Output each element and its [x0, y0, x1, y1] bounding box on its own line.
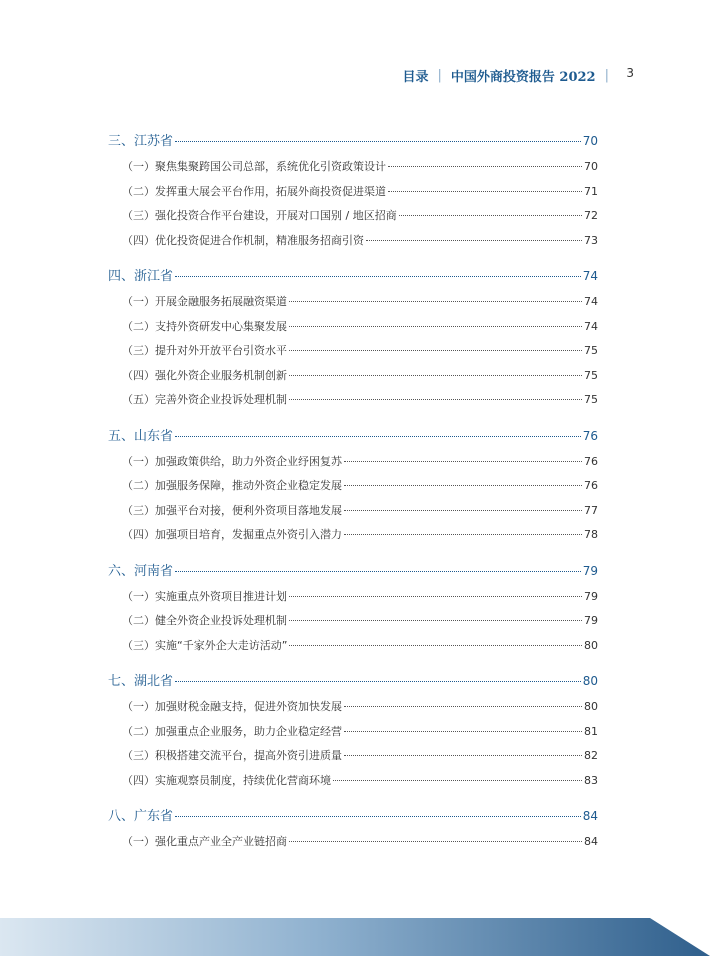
toc-section-title: 七、湖北省 [108, 674, 174, 689]
toc-entry-title: （一）加强财税金融支持，促进外资加快发展 [122, 700, 342, 713]
toc-entry[interactable] [108, 833, 598, 858]
leader-dots [175, 436, 581, 437]
table-of-contents [108, 130, 598, 867]
toc-entry[interactable] [108, 502, 598, 527]
toc-entry-title: （四）实施观察员制度，持续优化营商环境 [122, 773, 331, 787]
toc-entry-title: （一）聚焦集聚跨国公司总部，系统优化引资政策设计 [122, 160, 386, 173]
leader-dots [333, 780, 582, 781]
leader-dots [175, 141, 581, 142]
toc-entry-title: （二）健全外资企业投诉处理机制 [122, 614, 287, 627]
header-divider: | [437, 68, 442, 83]
toc-entry-title: （四）加强项目培育，发掘重点外资引入潜力 [122, 528, 342, 541]
toc-entry-page: 82 [584, 749, 598, 762]
toc-entry-title: （三）加强平台对接，便利外资项目落地发展 [122, 503, 342, 517]
leader-dots [289, 350, 582, 351]
toc-entry[interactable] [108, 477, 598, 502]
leader-dots [289, 301, 582, 302]
toc-entry[interactable] [108, 637, 598, 662]
leader-dots [289, 399, 582, 400]
toc-section [108, 265, 598, 425]
toc-entry-title: （四）强化外资企业服务机制创新 [122, 368, 287, 382]
toc-entry-page: 74 [584, 319, 598, 333]
toc-section [108, 425, 598, 560]
toc-entry-page: 75 [584, 393, 598, 406]
leader-dots [399, 215, 582, 216]
toc-entry-page: 79 [584, 614, 598, 627]
toc-entry-title: （一）加强政策供给，助力外资企业纾困复苏 [122, 454, 342, 468]
toc-entry[interactable] [108, 293, 598, 318]
toc-section-heading[interactable] [108, 130, 598, 153]
toc-entry[interactable] [108, 232, 598, 257]
toc-entry[interactable] [108, 318, 598, 343]
toc-section [108, 130, 598, 265]
toc-entry[interactable] [108, 723, 598, 748]
toc-entry-title: （四）优化投资促进合作机制，精准服务招商引资 [122, 233, 364, 247]
toc-entry[interactable] [108, 158, 598, 183]
leader-dots [344, 534, 582, 535]
toc-entry-title: （二）加强服务保障，推动外资企业稳定发展 [122, 479, 342, 492]
section-label: 目录 [402, 70, 429, 85]
toc-section-heading[interactable] [108, 560, 598, 583]
toc-entry-page: 71 [584, 184, 598, 198]
toc-entry-title: （三）强化投资合作平台建设，开展对口国别 / 地区招商 [122, 209, 397, 222]
toc-entry-page: 72 [584, 209, 598, 222]
leader-dots [175, 276, 581, 277]
toc-entry-page: 79 [584, 589, 598, 603]
toc-section-title: 四、浙江省 [108, 269, 174, 284]
leader-dots [289, 645, 582, 646]
toc-entry-page: 81 [584, 724, 598, 738]
toc-entry-title: （三）积极搭建交流平台，提高外资引进质量 [122, 749, 342, 762]
leader-dots [388, 166, 582, 167]
toc-entry-title: （一）强化重点产业全产业链招商 [122, 835, 287, 848]
toc-entry-title: （三）提升对外开放平台引资水平 [122, 344, 287, 357]
toc-entry-title: （三）实施“千家外企大走访活动” [122, 638, 288, 652]
toc-entry-page: 77 [584, 503, 598, 517]
toc-entry[interactable] [108, 207, 598, 232]
footer-band [0, 918, 710, 956]
toc-section-page: 84 [582, 809, 598, 823]
toc-section-heading[interactable] [108, 670, 598, 693]
toc-entry-page: 80 [584, 638, 598, 652]
toc-entry-page: 84 [584, 835, 598, 848]
toc-entry-title: （一）实施重点外资项目推进计划 [122, 589, 287, 603]
toc-entry-page: 75 [584, 344, 598, 357]
leader-dots [344, 461, 582, 462]
toc-entry[interactable] [108, 747, 598, 772]
toc-entry[interactable] [108, 453, 598, 478]
toc-entry-page: 70 [584, 160, 598, 173]
toc-entry[interactable] [108, 342, 598, 367]
toc-section-title: 五、山东省 [108, 428, 174, 444]
leader-dots [289, 375, 582, 376]
toc-entry[interactable] [108, 391, 598, 416]
toc-section-heading[interactable] [108, 265, 598, 288]
toc-entry[interactable] [108, 612, 598, 637]
toc-section-page: 80 [582, 674, 598, 688]
toc-section-heading[interactable] [108, 805, 598, 828]
toc-entry[interactable] [108, 588, 598, 613]
toc-entry-page: 83 [584, 773, 598, 787]
toc-section-page: 76 [582, 428, 598, 443]
toc-entry-page: 78 [584, 528, 598, 541]
toc-entry[interactable] [108, 183, 598, 208]
toc-entry[interactable] [108, 772, 598, 797]
leader-dots [289, 596, 582, 597]
toc-entry-title: （二）发挥重大展会平台作用，拓展外商投资促进渠道 [122, 184, 386, 198]
toc-entry-page: 76 [584, 454, 598, 468]
toc-section [108, 560, 598, 671]
toc-entry[interactable] [108, 367, 598, 392]
toc-section-page: 70 [582, 134, 598, 148]
toc-entry-title: （一）开展金融服务拓展融资渠道 [122, 295, 287, 308]
toc-entry[interactable] [108, 698, 598, 723]
toc-section-title: 三、江苏省 [108, 134, 174, 149]
leader-dots [344, 706, 582, 707]
toc-entry-title: （二）加强重点企业服务，助力企业稳定经营 [122, 724, 342, 738]
toc-section-page: 74 [582, 269, 598, 283]
leader-dots [289, 620, 582, 621]
header-divider: | [604, 68, 609, 83]
toc-entry-page: 75 [584, 368, 598, 382]
leader-dots [366, 240, 582, 241]
leader-dots [175, 816, 581, 817]
toc-entry-page: 74 [584, 295, 598, 308]
leader-dots [175, 681, 581, 682]
leader-dots [289, 326, 582, 327]
toc-entry-title: （五）完善外资企业投诉处理机制 [122, 393, 287, 406]
toc-section [108, 670, 598, 805]
leader-dots [344, 510, 582, 511]
toc-section-heading[interactable] [108, 425, 598, 448]
toc-entry[interactable] [108, 526, 598, 551]
toc-entry-page: 80 [584, 700, 598, 713]
page-header [402, 66, 634, 85]
leader-dots [289, 841, 582, 842]
toc-section [108, 805, 598, 867]
toc-entry-title: （二）支持外资研发中心集聚发展 [122, 319, 287, 333]
leader-dots [388, 191, 582, 192]
toc-section-title: 八、广东省 [108, 809, 174, 824]
toc-section-title: 六、河南省 [108, 563, 174, 579]
page-number: 3 [626, 66, 634, 80]
toc-entry-page: 73 [584, 233, 598, 247]
leader-dots [344, 731, 582, 732]
toc-entry-page: 76 [584, 479, 598, 492]
toc-section-page: 79 [582, 563, 598, 578]
leader-dots [344, 485, 582, 486]
report-title: 中国外商投资报告 2022 [450, 70, 596, 85]
leader-dots [344, 755, 582, 756]
leader-dots [175, 571, 581, 572]
